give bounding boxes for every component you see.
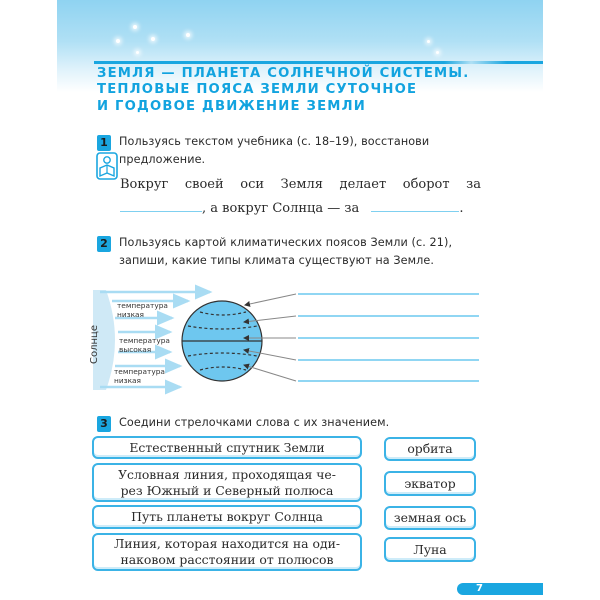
climate-answer-line-5[interactable]: [298, 369, 479, 381]
zone-label-line: температура: [114, 367, 165, 376]
definition-text: Условная линия, проходящая че-: [118, 466, 336, 482]
climate-answer-line-2[interactable]: [298, 304, 479, 316]
instruction-line: предложение.: [119, 153, 206, 166]
climate-answer-line-3[interactable]: [298, 326, 479, 338]
sentence-middle: , а вокруг Солнца — за: [202, 201, 360, 216]
definition-box[interactable]: [92, 533, 362, 571]
instruction-line: запиши, какие типы климата существуют на Земле.: [119, 254, 435, 267]
sun-label: Солнце: [89, 325, 100, 364]
page-number: 7: [476, 583, 483, 594]
term-text: экватор: [404, 475, 456, 491]
title-line: ТЕПЛОВЫЕ ПОЯСА ЗЕМЛИ СУТОЧНОЕ: [97, 82, 418, 98]
term-box-orbit[interactable]: [384, 437, 476, 461]
zone-label-line: температура: [117, 301, 168, 310]
term-box-earth-axis[interactable]: [384, 506, 476, 530]
definition-box[interactable]: [92, 436, 362, 459]
sentence-end: .: [459, 201, 464, 216]
term-text: Луна: [413, 541, 447, 557]
task3-instruction: Соедини стрелочками слова с их значением.: [119, 416, 390, 429]
term-box-equator[interactable]: [384, 471, 476, 496]
zone-label-low-north: [117, 301, 168, 319]
page-number-tab: [457, 583, 543, 595]
definition-text: Линия, которая находится на оди-: [113, 536, 341, 551]
definition-text: наковом расстоянии от полюсов: [120, 552, 334, 567]
task-number-badge: 2: [97, 236, 111, 252]
zone-label-line: температура: [119, 336, 170, 345]
zone-label-line: низкая: [117, 310, 145, 319]
definition-text: рез Южный и Северный полюса: [120, 482, 334, 498]
task-number-badge: 3: [97, 416, 111, 432]
definition-box[interactable]: [92, 505, 362, 529]
zone-label-line: низкая: [114, 376, 142, 385]
task1-sentence-line1: Вокруг своей оси Земля делает оборот за: [120, 177, 481, 192]
title-line: И ГОДОВОЕ ДВИЖЕНИЕ ЗЕМЛИ: [97, 98, 367, 114]
term-text: земная ось: [393, 510, 467, 525]
definition-box[interactable]: [92, 463, 362, 502]
instruction-line: Пользуясь текстом учебника (с. 18–19), восстанови: [119, 135, 430, 148]
instruction-line: Пользуясь картой климатических поясов Земли (с. 21),: [119, 236, 453, 249]
definition-text: Естественный спутник Земли: [129, 439, 325, 455]
title-line: ЗЕМЛЯ — ПЛАНЕТА СОЛНЕЧНОЙ СИСТЕМЫ.: [97, 66, 470, 81]
zone-label-high: [119, 336, 170, 354]
definition-text: Путь планеты вокруг Солнца: [131, 509, 323, 524]
climate-answer-line-1[interactable]: [298, 282, 479, 294]
zone-label-low-south: [114, 367, 165, 385]
climate-answer-line-4[interactable]: [298, 348, 479, 360]
term-box-moon[interactable]: [384, 537, 476, 562]
zone-label-line: высокая: [119, 345, 152, 354]
task-number-badge: 1: [97, 135, 111, 151]
term-text: орбита: [407, 441, 453, 456]
